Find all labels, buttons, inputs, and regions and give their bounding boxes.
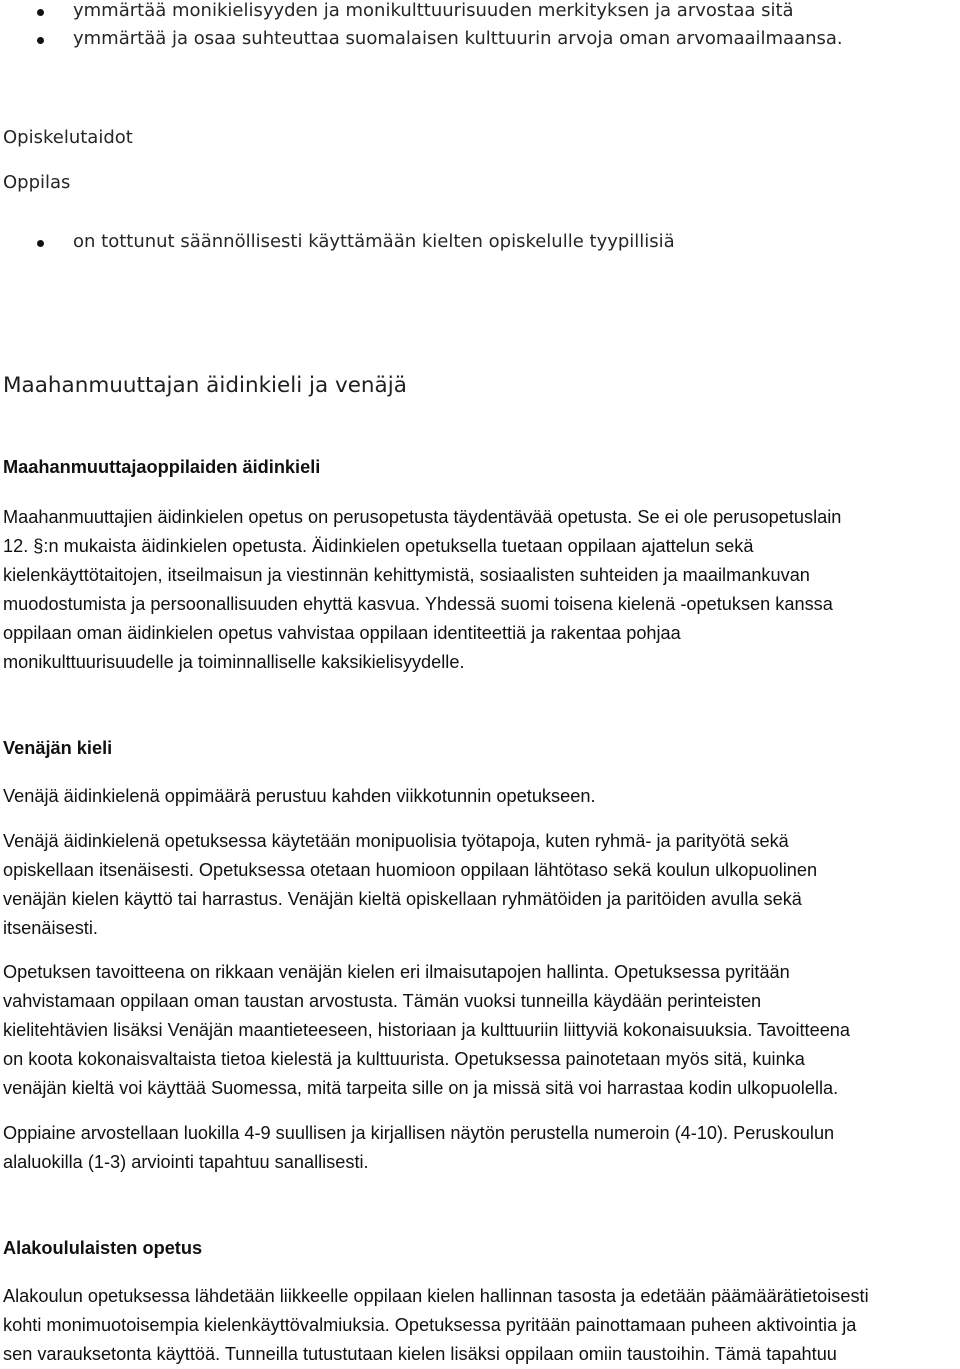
paragraph-line: Oppiaine arvostellaan luokilla 4-9 suullisen ja kirjallisen näytön perustella numeroin (4-10). Peruskoulun [3,1123,835,1143]
bullet-dot [37,37,44,44]
study-skills-heading: Opiskelutaidot [3,127,133,148]
russian-heading: Venäjän kieli [3,738,113,758]
paragraph-line: venäjän kieltä voi käyttää Suomessa, mitä tarpeita sille on ja missä sitä voi harrastaa kodin ulkopuolella. [3,1078,839,1098]
russian-paragraph-3 [3,958,960,1103]
bullet-dot [37,240,44,247]
paragraph-line: oppilaan oman äidinkielen opetus vahvistaa oppilaan identiteettiä ja rakentaa pohjaa [3,623,681,643]
paragraph-line: Alakoulun opetuksessa lähdetään liikkeelle oppilaan kielen hallinnan tasosta ja edetään päämäärätietoisesti [3,1286,869,1306]
paragraph-line: Maahanmuuttajien äidinkielen opetus on perusopetusta täydentävää opetusta. Se ei ole perusopetuslain [3,507,842,527]
russian-paragraph-4 [3,1119,960,1177]
primary-paragraph [3,1282,960,1369]
russian-paragraph-2 [3,827,960,943]
paragraph-line: kielenkäyttötaitojen, itseilmaisun ja viestinnän kehittymistä, sosiaalisten suhteiden ja maailmankuvan [3,565,810,585]
section-subheading: Maahanmuuttajaoppilaiden äidinkieli [3,457,321,477]
paragraph-line: on koota kokonaisvaltaista tietoa kielestä ja kulttuurista. Opetuksessa painotetaan myös sitä, kuinka [3,1049,805,1069]
intro-bullet-2: ymmärtää ja osaa suhteuttaa suomalaisen kulttuurin arvoja oman arvomaailmaansa. [73,28,843,49]
paragraph-line: vahvistamaan oppilaan oman taustan arvostusta. Tämän vuoksi tunneilla käydään perinteisten [3,991,762,1011]
russian-paragraph-1: Venäjä äidinkielenä oppimäärä perustuu kahden viikkotunnin opetukseen. [3,786,596,806]
paragraph-line: kielitehtävien lisäksi Venäjän maantieteeseen, historiaan ja kulttuuriin liittyviä kokonaisuuksia. Tavoitteena [3,1020,851,1040]
paragraph-line: muodostumista ja persoonallisuuden ehyttä kasvua. Yhdessä suomi toisena kielenä -opetuksen kanssa [3,594,833,614]
primary-heading: Alakoululaisten opetus [3,1238,203,1258]
paragraph-line: 12. §:n mukaista äidinkielen opetusta. Äidinkielen opetuksella tuetaan oppilaan ajattelun sekä [3,536,754,556]
paragraph-line: itsenäisesti. [3,918,98,938]
study-skills-bullet: on tottunut säännöllisesti käyttämään kielten opiskelulle tyypillisiä [73,231,675,252]
study-skills-subject: Oppilas [3,172,71,193]
paragraph-line: opiskellaan itsenäisesti. Opetuksessa otetaan huomioon oppilaan lähtötaso sekä koulun ulkopuolinen [3,860,818,880]
paragraph-line: Venäjä äidinkielenä opetuksessa käytetään monipuolisia työtapoja, kuten ryhmä- ja parityötä sekä [3,831,789,851]
bullet-dot [37,9,44,16]
intro-bullet-1: ymmärtää monikielisyyden ja monikulttuurisuuden merkityksen ja arvostaa sitä [73,0,794,21]
paragraph-line: venäjän kielen käyttö tai harrastus. Venäjän kieltä opiskellaan ryhmätöiden ja paritöiden avulla sekä [3,889,802,909]
paragraph-line: sen varauksetonta käyttöä. Tunneilla tutustutaan kielen lisäksi oppilaan omiin taustoihin. Tämä tapahtuu [3,1344,837,1364]
mother-tongue-paragraph [3,503,960,677]
paragraph-line: alaluokilla (1-3) arviointi tapahtuu sanallisesti. [3,1152,369,1172]
paragraph-line: Opetuksen tavoitteena on rikkaan venäjän kielen eri ilmaisutapojen hallinta. Opetuksessa pyritään [3,962,790,982]
section-title: Maahanmuuttajan äidinkieli ja venäjä [3,373,407,398]
paragraph-line: monikulttuurisuudelle ja toiminnalliselle kaksikielisyydelle. [3,652,465,672]
paragraph-line: kohti monimuotoisempia kielenkäyttövalmiuksia. Opetuksessa pyritään painottamaan puheen aktivointia ja [3,1315,857,1335]
